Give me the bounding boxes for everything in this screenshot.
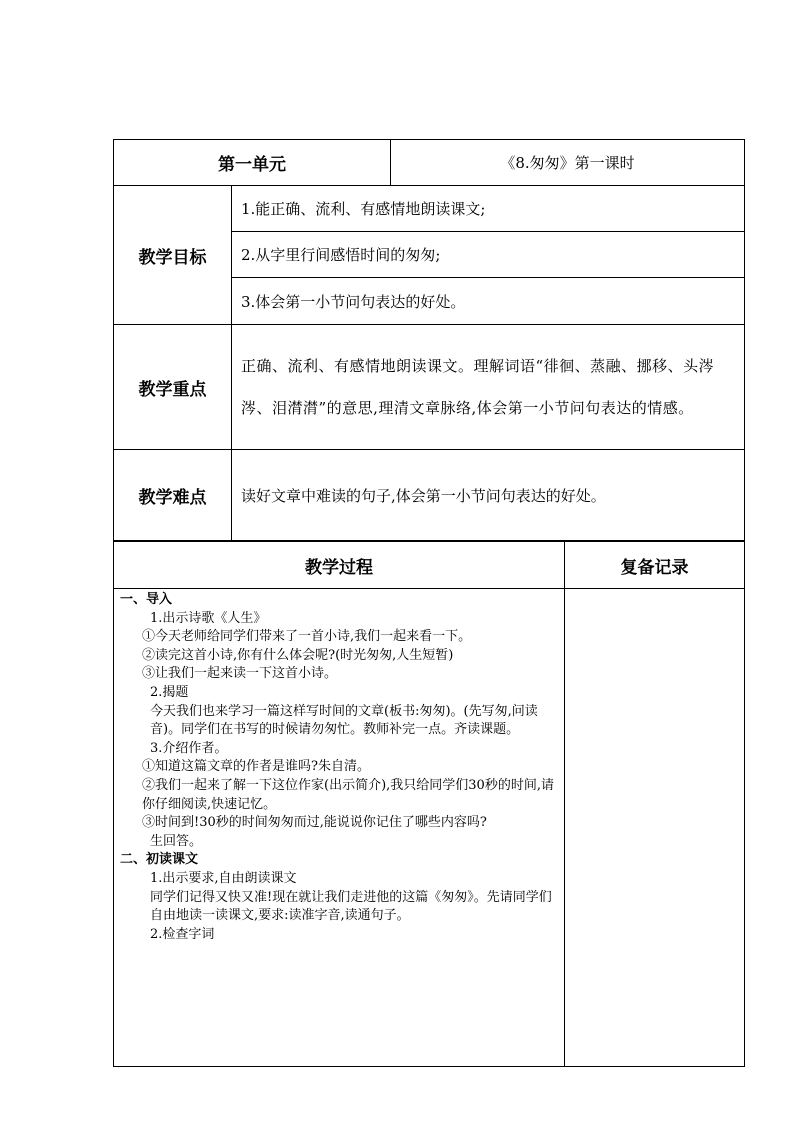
process-content xyxy=(114,589,565,1067)
process-line: ①今天老师给同学们带来了一首小诗,我们一起来看一下。 xyxy=(142,629,472,645)
process-line: ①知道这篇文章的作者是谁吗?朱自清。 xyxy=(142,759,370,775)
difficulties-text: 读好文章中难读的句子,体会第一小节问句表达的好处。 xyxy=(232,450,745,541)
process-line: 2.检查字词 xyxy=(150,926,215,942)
objective-item-3: 3.体会第一小节问句表达的好处。 xyxy=(232,278,745,325)
process-line: 2.揭题 xyxy=(150,684,189,700)
notes-cell xyxy=(565,589,745,1067)
process-line: ②我们一起来了解一下这位作家(出示简介),我只给同学们30秒的时间,请你仔细阅读,快速记忆。 xyxy=(142,777,554,812)
process-line: 今天我们也来学习一篇这样写时间的文章(板书:匆匆)。(先写匆,问读音)。同学们在书写的时候请勿匆忙。教师补完一点。齐读课题。 xyxy=(150,703,538,738)
process-header: 教学过程 xyxy=(114,542,565,589)
process-line: ③时间到!30秒的时间匆匆而过,能说说你记住了哪些内容吗? xyxy=(142,815,487,831)
section-heading: 二、初读课文 xyxy=(120,852,199,868)
process-line: ③让我们一起来读一下这首小诗。 xyxy=(142,666,338,682)
notes-header: 复备记录 xyxy=(565,542,745,589)
objective-item-1: 1.能正确、流利、有感情地朗读课文; xyxy=(232,186,745,232)
unit-cell: 第一单元 xyxy=(114,140,391,186)
process-line: 同学们记得又快又准!现在就让我们走进他的这篇《匆匆》。先请同学们自由地读一读课文,要求:读准字音,读通句子。 xyxy=(150,889,552,924)
key-points-label: 教学重点 xyxy=(114,325,232,450)
section-heading: 一、导入 xyxy=(120,592,173,607)
key-points-text: 正确、流利、有感情地朗读课文。理解词语“徘徊、蒸融、挪移、头涔涔、泪潸潸”的意思,理清文章脉络,体会第一小节问句表达的情感。 xyxy=(232,325,745,450)
teaching-process-table xyxy=(113,541,745,1067)
objectives-label: 教学目标 xyxy=(114,186,232,325)
objective-item-2: 2.从字里行间感悟时间的匆匆; xyxy=(232,232,745,278)
process-line: 1.出示诗歌《人生》 xyxy=(150,610,267,626)
process-line: 1.出示要求,自由朗读课文 xyxy=(150,870,297,886)
difficulties-label: 教学难点 xyxy=(114,450,232,541)
lesson-title-cell: 《8.匆匆》第一课时 xyxy=(391,140,745,186)
process-line: 生回答。 xyxy=(150,833,203,849)
process-line: ②读完这首小诗,你有什么体会呢?(时光匆匆,人生短暂) xyxy=(142,647,454,663)
process-line: 3.介绍作者。 xyxy=(150,740,228,756)
lesson-info-table xyxy=(113,139,745,541)
